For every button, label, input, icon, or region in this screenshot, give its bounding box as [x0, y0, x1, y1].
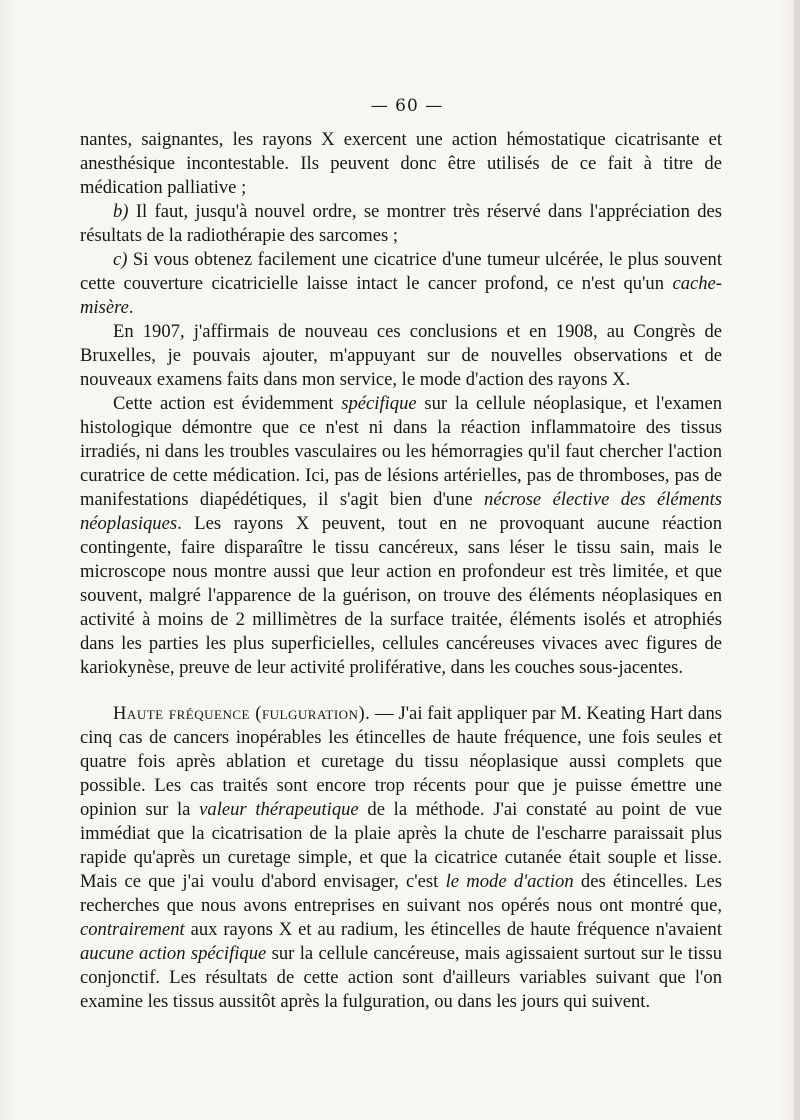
emphasis-aucune-action: aucune action spécifique [80, 943, 267, 964]
paragraph-5: Cette action est évidemment spécifique sur la cellule néoplasique, et l'examen histologique démontre que ce n'est ni dans la réaction inflammatoire des tissus irradiés, ni dans les troubles vasculaires ou les hémorragies qu'il faut chercher l'action curatrice de cette médication. Ici, pas de lésions artérielles, pas de thromboses, pas de manifestations diapédétiques, il s'agit bien d'une nécrose élective des éléments néoplasiques. Les rayons X peuvent, tout en ne provoquant aucune réaction contingente, faire disparaître le tissu cancéreux, sans léser le tissu sain, mais le microscope nous montre aussi que leur action en profondeur est très limitée, et que souvent, malgré l'apparence de la guérison, on trouve des éléments néoplasiques en activité à moins de 2 millimètres de la surface traitée, éléments isolés et atrophiés dans les parties les plus superficielles, cellules cancéreuses vivaces avec figures de kariokynèse, preuve de leur activité proliférative, dans les couches sous-jacentes. [80, 393, 723, 678]
list-marker-c: c) [113, 249, 128, 270]
emphasis-mode-action: le mode d'action [445, 871, 574, 892]
emphasis-cache-misere: cache-misère [80, 273, 722, 318]
emphasis-specifique: spécifique [341, 393, 417, 414]
scan-edge [794, 0, 800, 1120]
paragraph-2: b) Il faut, jusqu'à nouvel ordre, se montrer très réservé dans l'appréciation des résultats de la radiothérapie des sarcomes ; [80, 201, 722, 246]
paragraph-6: Haute fréquence (fulguration). — J'ai fait appliquer par M. Keating Hart dans cinq cas de cancers inopérables les étincelles de haute fréquence, une fois seules et quatre fois après ablation et curetage du tissu néoplasique aussi complets que possible. Les cas traités sont encore trop récents pour que je puisse émettre une opinion sur la valeur thérapeutique de la méthode. J'ai constaté au point de vue immédiat que la cicatrisation de la plaie après la chute de l'escharre paraissait plus rapide qu'après un curetage simple, et que la cicatrice cutanée était souple et lisse. Mais ce que j'ai voulu d'abord envisager, c'est le mode d'action des étincelles. Les recherches que nous avons entreprises en suivant nos opérés nous ont montré que, contrairement aux rayons X et au radium, les étincelles de haute fréquence n'avaient aucune action spécifique sur la cellule cancéreuse, mais agissaient surtout sur le tissu conjonctif. Les résultats de cette action sont d'ailleurs variables suivant que l'on examine les tissus aussitôt après la fulguration, ou dans les jours qui suivent. [80, 703, 722, 1012]
emphasis-valeur-therapeutique: valeur thérapeutique [199, 799, 359, 820]
emphasis-necrose-elective: nécrose élective des éléments néoplasiques [80, 489, 722, 534]
list-marker-b: b) [113, 201, 129, 222]
emphasis-contrairement: contrairement [80, 919, 185, 940]
paragraph-3: c) Si vous obtenez facilement une cicatrice d'une tumeur ulcérée, le plus souvent cette couverture cicatricielle laisse intact le cancer profond, ce n'est qu'un cache-misère. [80, 249, 722, 318]
body-text [80, 128, 722, 1014]
section-heading-haute-frequence: Haute fréquence (fulguration). [113, 703, 371, 724]
paragraph-1: nantes, saignantes, les rayons X exercent une action hémostatique cicatrisante et anesthésique incontestable. Ils peuvent donc être utilisés de ce fait à titre de médication palliative ; [80, 129, 722, 198]
page-number: — 60 — [370, 96, 444, 116]
paragraph-4: En 1907, j'affirmais de nouveau ces conclusions et en 1908, au Congrès de Bruxelles, je pouvais ajouter, m'appuyant sur de nouvelles observations et de nouveaux examens faits dans mon service, le mode d'action des rayons X. [80, 321, 722, 390]
